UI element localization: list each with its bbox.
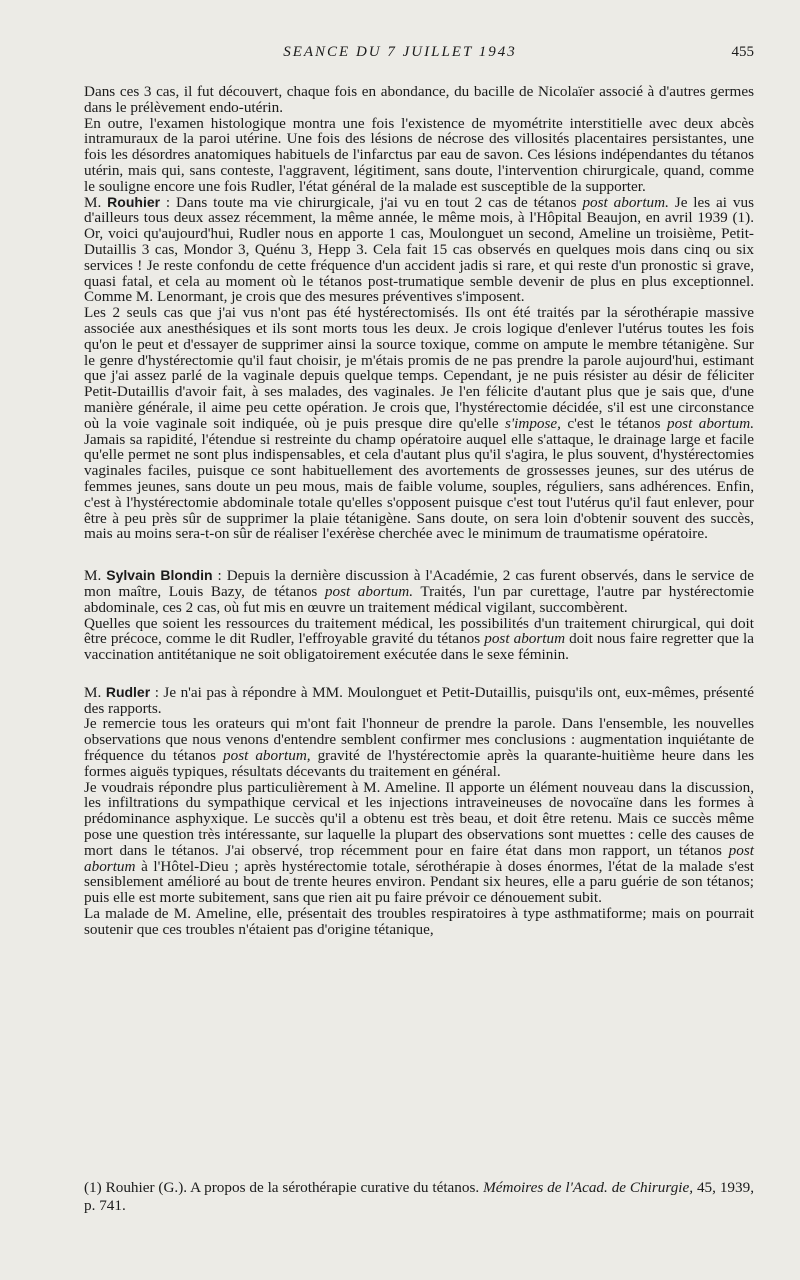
text-run: Traités, l'un par curettage, l'autre par hystérectomie abdominale, ces 2 cas, où fut mis en œuvre un traitement médical vigilant, succombèrent. xyxy=(84,582,754,616)
text-run: Les 2 seuls cas que j'ai vus n'ont pas été hystérectomisés. Ils ont été traités par la sérothérapie massive associée aux anesthésiques et ils sont morts tous les deux. Je crois logique d'enlever l'utérus toutes les fois qu'on le peut et d'essayer de supprimer ainsi la source toxique, comme on ampute le membre tétanigène. Sur le genre d'hystérectomie qu'il faut choisir, je m'étais promis de ne pas prendre la parole aujourd'hui, estimant que j'ai assez parlé de la vaginale depuis quelque temps. Cependant, je ne puis résister au désir de féliciter Petit-Dutaillis d'avoir fait, à ses malades, des vaginales. Je l'en félicite d'autant plus que je sais que, d'une manière générale, il aime peu cette opération. Je crois que, l'hystérectomie décidée, s'il est une circonstance où la voie vaginale soit indiquée, où je puis presque dire qu'elle xyxy=(84,304,754,432)
text-run: : Je n'ai pas à répondre à MM. Moulonguet et Petit-Dutaillis, puisqu'ils ont, eux-mêmes, présenté des rapports. xyxy=(84,683,754,717)
running-header xyxy=(0,44,800,66)
text-run: à l'Hôtel-Dieu ; après hystérectomie totale, sérothérapie à doses énormes, l'état de la malade s'est sensiblement amélioré au bout de trente heures environ. Pendant six heures, elle a paru guérie de son tétanos; puis elle est morte subitement, sans que rien ait pu faire prévoir ce dénouement subit. xyxy=(84,857,754,907)
text-run: Je les ai vus d'ailleurs tous deux assez récemment, la même année, le même mois, à l'Hôpital Beaujon, en avril 1939 (1). Or, voici qu'aujourd'hui, Rudler nous en apporte 1 cas, Moulonguet un second, Ameline un troisième, Petit-Dutaillis 3 cas, Mondor 3, Quénu 3, Hepp 3. Cela fait 15 cas observés en quelques mois dans cinq ou six services ! Je reste confondu de cette fréquence d'un accident jadis si rare, et qui reste d'un pronostic si grave, quasi fatal, et cela au moment où le tétanos post-trumatique semble devenir de plus en plus exceptionnel. Comme M. Lenormant, je crois que des mesures préventives s'imposent. xyxy=(84,193,754,306)
italic-text: post abortum xyxy=(84,841,754,875)
italic-text: post abortum, xyxy=(223,747,311,765)
blondin-paragraph-2 xyxy=(84,616,754,663)
text-run: 45, 1939, p. 741. xyxy=(84,1179,754,1214)
text-run: Jamais sa rapidité, l'étendue si restreinte du champ opératoire auquel elle s'attaque, le drainage large et facile qu'elle permet ne sont plus indispensables, et cela d'autant plus qu'il s'agira, le plus souvent, d'hystérectomies vaginales faciles, puisque ce sont habituellement des avortements de grossesses jeunes, sur des utérus de femmes jeunes, sans doute un peu mous, mais de faible volume, souples, réguliers, sans adhérences. Enfin, c'est à l'hystérectomie abdominale totale qu'elles s'opposent puisque c'est tout l'utérus qu'il faut enlever, pour être à peu près sûr de supprimer la plaie tétanigène. Sans doute, on sera loin d'obtenir souvent des succès, mais au moins sera-t-on sûr de réaliser l'exérèse cherchée avec le minimum de traumatisme opératoire. xyxy=(84,430,754,543)
blondin-paragraph-1 xyxy=(84,568,754,615)
rudler-paragraph-1 xyxy=(84,685,754,717)
italic-text: post abortum. xyxy=(324,582,414,600)
footnote-text xyxy=(84,1179,754,1215)
text-run: (1) Rouhier (G.). A propos de la sérothérapie curative du tétanos. xyxy=(84,1179,484,1196)
italic-text: Mémoires de l'Acad. de Chirurgie, xyxy=(483,1179,694,1196)
speaker-prefix: M. xyxy=(84,567,107,585)
paragraph: En outre, l'examen histologique montra une fois l'existence de myométrite interstitielle avec deux abcès intramuraux de la paroi utérine. Une fois des lésions de nécrose des villosités placentaires persistantes, une fois les désordres anatomiques habituels de l'infarctus par eau de savon. Ces lésions indépendantes du tétanos utérin, mais qui, sans conteste, l'aggravent, légitiment, sans doute, l'intervention chirurgicale, quand, comme le souligne encore une fois Rudler, l'état général de la malade est susceptible de la supporter. xyxy=(84,114,754,195)
speaker-prefix: M. xyxy=(84,193,108,211)
italic-text: post abortum xyxy=(484,630,566,648)
text-run: : Depuis la dernière discussion à l'Académie, 2 cas furent observés, dans le service de mon maître, Louis Bazy, de tétanos xyxy=(84,567,754,600)
footnote xyxy=(84,1179,754,1215)
speaker-name: Sylvain Blondin xyxy=(106,567,213,584)
text-run: Quelles que soient les ressources du traitement médical, les possibilités d'un traitement chirurgical, qui doit être précoce, comme le dit Rudler, l'effroyable gravité du tétanos xyxy=(84,614,754,648)
text-run: gravité de l'hystérectomie après la quarante-huitième heure dans les formes aiguës typiques, résultats décevants du traitement en général. xyxy=(84,747,754,780)
text-run: Je voudrais répondre plus particulièrement à M. Ameline. Il apporte un élément nouveau dans la discussion, les infiltrations du sympathique cervical et les injections intraveineuses de novocaïne dans les formes à prédominance asphyxique. Le succès qu'il a obtenu est très beau, et doit être retenu. Mais ce succès même pose une question très intéressante, sur laquelle la plupart des observations sont muettes : celle des causes de mort dans le tétanos. J'ai observé, trop récemment pour en faire état dans mon rapport, un tétanos xyxy=(84,778,754,859)
italic-text: post abortum. xyxy=(582,193,669,211)
body-text xyxy=(84,84,754,938)
paragraph: Dans ces 3 cas, il fut découvert, chaque fois en abondance, du bacille de Nicolaïer associé à d'autres germes dans le prélèvement endo-utérin. xyxy=(84,83,754,116)
header-title: SEANCE DU 7 JUILLET 1943 xyxy=(283,44,517,60)
text-run: Je remercie tous les orateurs qui m'ont fait l'honneur de prendre la parole. Dans l'ensemble, les nouvelles observations que nous venons d'entendre semblent confirmer mes conclusions : augmentation inquiétante de fréquence du tétanos xyxy=(84,715,754,765)
text-run: doit nous faire regretter que la vaccination antitétanique ne soit obligatoirement exécutée dans le sexe féminin. xyxy=(84,630,755,664)
text-run: c'est le tétanos xyxy=(560,414,667,432)
text-run: : Dans toute ma vie chirurgicale, j'ai vu en tout 2 cas de tétanos xyxy=(160,193,583,211)
spacer xyxy=(84,663,754,685)
italic-text: s'impose, xyxy=(504,414,561,432)
rudler-paragraph-4: La malade de M. Ameline, elle, présentait des troubles respiratoires à type asthmatiforme; mais on pourrait soutenir que ces troubles n'étaient pas d'origine tétanique, xyxy=(84,905,754,938)
page-number: 455 xyxy=(731,44,754,60)
speaker-name: Rouhier xyxy=(107,193,161,210)
speaker-prefix: M. xyxy=(84,683,106,701)
rouhier-paragraph-2 xyxy=(84,305,754,542)
rouhier-paragraph-1 xyxy=(84,195,754,306)
rudler-paragraph-3 xyxy=(84,780,754,906)
rudler-paragraph-2 xyxy=(84,716,754,779)
spacer xyxy=(84,542,754,568)
speaker-name: Rudler xyxy=(105,683,151,700)
italic-text: post abortum. xyxy=(666,414,754,432)
